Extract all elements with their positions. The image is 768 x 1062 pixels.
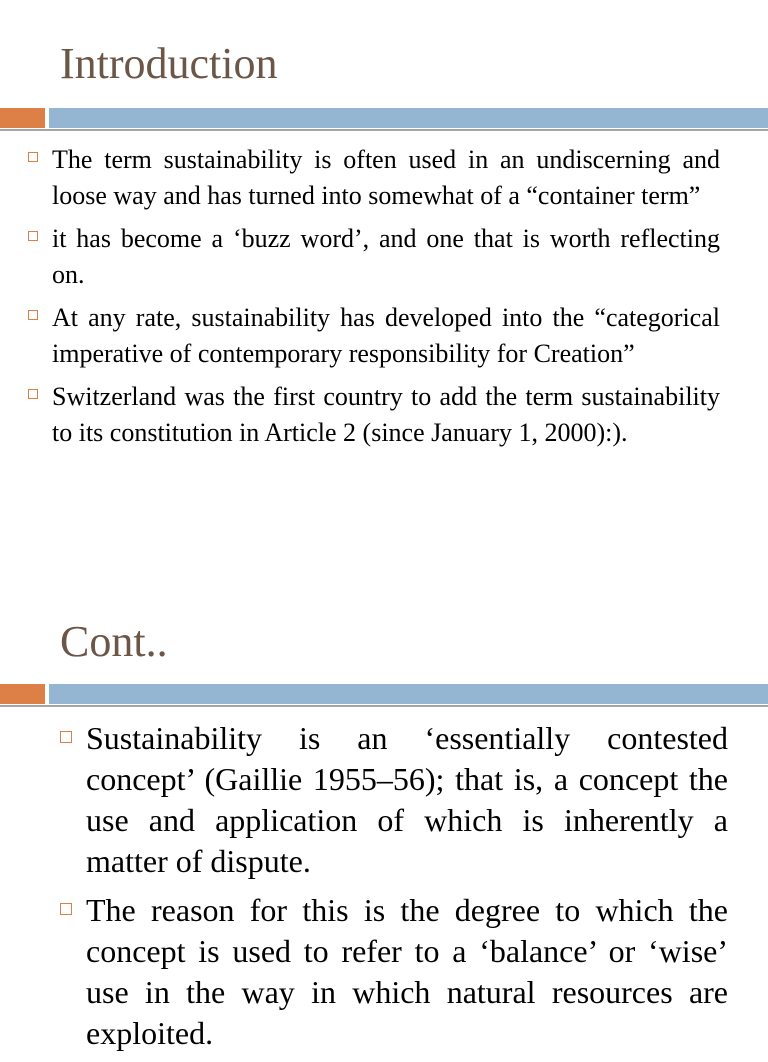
hollow-square-bullet-icon bbox=[28, 310, 38, 320]
title-divider-bar bbox=[0, 106, 768, 130]
bullet-item bbox=[60, 718, 728, 882]
divider-underline bbox=[0, 705, 768, 707]
divider-accent-block bbox=[0, 108, 45, 128]
hollow-square-bullet-icon bbox=[28, 389, 38, 399]
divider-underline bbox=[0, 129, 768, 131]
bullet-list bbox=[60, 718, 728, 1062]
slide-title: Introduction bbox=[60, 39, 278, 88]
divider-band bbox=[49, 108, 768, 128]
bullet-list bbox=[28, 142, 720, 458]
bullet-item bbox=[28, 300, 720, 371]
slide-cont bbox=[0, 576, 768, 1051]
bullet-item bbox=[28, 379, 720, 450]
divider-band bbox=[49, 684, 768, 704]
bullet-text: The term sustainability is often used in an undiscerning and loose way and has turned into somewhat of a “container term” bbox=[52, 145, 720, 210]
hollow-square-bullet-icon bbox=[28, 152, 38, 162]
slide-title: Cont.. bbox=[60, 617, 168, 666]
bullet-item bbox=[28, 221, 720, 292]
bullet-text: it has become a ‘buzz word’, and one that is worth reflecting on. bbox=[52, 224, 720, 289]
bullet-text: Sustainability is an ‘essentially contested concept’ (Gaillie 1955–56); that is, a concept the use and application of which is inherently a matter of dispute. bbox=[86, 720, 728, 879]
hollow-square-bullet-icon bbox=[28, 231, 38, 241]
title-divider-bar bbox=[0, 682, 768, 706]
hollow-square-bullet-icon bbox=[60, 731, 72, 743]
bullet-item bbox=[28, 142, 720, 213]
bullet-item bbox=[60, 890, 728, 1054]
bullet-text: The reason for this is the degree to which the concept is used to refer to a ‘balance’ or ‘wise’ use in the way in which natural resources are exploited. bbox=[86, 892, 728, 1051]
divider-accent-block bbox=[0, 684, 45, 704]
bullet-text: At any rate, sustainability has developed into the “categorical imperative of contemporary responsibility for Creation” bbox=[52, 303, 720, 368]
bullet-text: Switzerland was the first country to add the term sustainability to its constitution in Article 2 (since January 1, 2000):). bbox=[52, 382, 720, 447]
hollow-square-bullet-icon bbox=[60, 903, 72, 915]
